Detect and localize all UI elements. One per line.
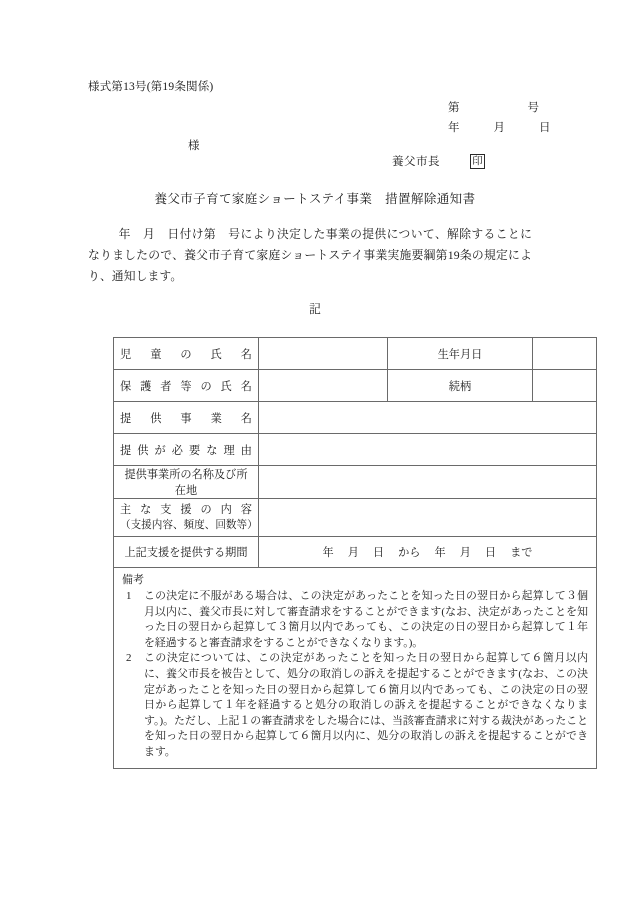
label-text: 上記支援を提供する期間 (124, 547, 248, 559)
label-char: 供 (150, 412, 162, 425)
table-row (114, 370, 597, 402)
row-label-support-period (114, 537, 259, 568)
label-char: 提 (120, 444, 132, 457)
label-char: 等 (180, 380, 192, 393)
period-from-day: 日 (372, 547, 385, 559)
label-char: 主 (120, 503, 132, 516)
seal-stamp-icon: 印 (470, 154, 485, 169)
label-char: 名 (240, 412, 252, 425)
remark-text: この決定に不服がある場合は、この決定があったことを知った日の翌日から起算して３個月以内に、養父市長に対して審査請求をすることができます(なお、決定があったことを知った日の翌日から起算して３箇月以内であっても、この決定の日の翌日から起算して１年を経過すると審査請求をすることができなくなります。)。 (144, 590, 588, 649)
label-char: 護 (140, 380, 152, 393)
period-to-label: まで (510, 547, 533, 559)
label-char: 児 (120, 348, 132, 361)
remarks-section (114, 568, 597, 769)
field-guardian-name[interactable] (259, 370, 388, 402)
label-char: 供 (137, 444, 149, 457)
label-char: 要 (189, 444, 201, 457)
row-label-support-content (114, 499, 259, 537)
label-char: な (140, 503, 152, 516)
label-char: 容 (240, 503, 252, 516)
remark-text: この決定については、この決定があったことを知った日の翌日から起算して６箇月以内に、養父市長を被告として、処分の取消しの訴えを提起することができます(なお、この決定があったことを知った日の翌日から起算して６箇月以内であっても、この決定の日の翌日から起算して１年を経過すると処分の取消しの訴えを提起することができなくなります。)。ただし、上記１の審査請求をした場合には、当該審査請求に対する裁決があったことを知った日の翌日から起算して６箇月以内に、処分の取消しの訴えを提起することができます。 (144, 652, 588, 758)
remarks-title: 備考 (122, 574, 144, 586)
period-from-label: から (398, 547, 421, 559)
label-char: の (180, 348, 192, 361)
issuer-line (392, 153, 485, 169)
notification-details-table (113, 337, 597, 769)
table-row (114, 434, 597, 466)
label-char: 者 (160, 380, 172, 393)
issuer-name: 養父市長 (392, 156, 440, 168)
label-char: 童 (150, 348, 162, 361)
label-char: 業 (210, 412, 222, 425)
label-char: の (200, 380, 212, 393)
label-char: 氏 (210, 348, 222, 361)
row-label-child-name (114, 338, 259, 370)
ki-mark: 記 (309, 302, 321, 316)
label-char: 由 (240, 444, 252, 457)
field-facility-name-address[interactable] (259, 466, 597, 499)
field-service-name[interactable] (259, 402, 597, 434)
table-row (114, 466, 597, 499)
label-char: 理 (223, 444, 235, 457)
row-label-relationship: 続柄 (388, 370, 533, 402)
table-row (114, 338, 597, 370)
field-relationship[interactable] (533, 370, 597, 402)
label-char: 援 (180, 503, 192, 516)
label-char: が (154, 444, 166, 457)
label-char: 氏 (220, 380, 232, 393)
row-label-reason (114, 434, 259, 466)
period-to-day: 日 (484, 547, 497, 559)
document-number-prefix: 第 (448, 102, 460, 114)
document-date-line (448, 119, 551, 135)
row-label-birthdate: 生年月日 (388, 338, 533, 370)
row-label-facility-name-address (114, 466, 259, 499)
remark-number: 2 (126, 652, 132, 665)
row-label-guardian-name (114, 370, 259, 402)
label-char: の (200, 503, 212, 516)
field-child-name[interactable] (259, 338, 388, 370)
label-char: 内 (220, 503, 232, 516)
table-row (114, 537, 597, 568)
label-text: 提供事業所の名称及び所在地 (124, 469, 248, 497)
label-char: な (206, 444, 218, 457)
label-char: 保 (120, 380, 132, 393)
table-row-remarks (114, 568, 597, 769)
period-from-month: 月 (347, 547, 359, 559)
date-month-label: 月 (493, 122, 505, 134)
field-birthdate[interactable] (533, 338, 597, 370)
period-from-year: 年 (322, 547, 334, 559)
row-sublabel-support-content: （支援内容、頻度、回数等） (120, 519, 258, 531)
label-char: 必 (171, 444, 183, 457)
period-to-year: 年 (434, 547, 446, 559)
date-day-label: 日 (539, 122, 551, 134)
remark-number: 1 (126, 590, 132, 602)
date-year-label: 年 (448, 122, 460, 134)
document-number-suffix: 号 (527, 102, 539, 114)
field-reason[interactable] (259, 434, 597, 466)
list-item (122, 589, 588, 651)
list-item (122, 651, 588, 760)
body-paragraph: 年 月 日付け第 号により決定した事業の提供について、解除することになりましたので、養父市子育て家庭ショートステイ事業実施要綱第19条の規定により、通知します。 (88, 227, 532, 283)
addressee-honorific: 様 (188, 140, 200, 152)
page-title: 養父市子育て家庭ショートステイ事業 措置解除通知書 (154, 192, 476, 206)
document-number-line (448, 99, 539, 115)
label-char: 提 (120, 412, 132, 425)
period-to-month: 月 (459, 547, 471, 559)
label-char: 名 (240, 380, 252, 393)
label-char: 名 (240, 348, 252, 361)
row-label-service-name (114, 402, 259, 434)
table-row (114, 499, 597, 537)
form-number: 様式第13号(第19条関係) (88, 81, 214, 93)
field-support-content[interactable] (259, 499, 597, 537)
label-char: 事 (180, 412, 192, 425)
field-support-period[interactable] (259, 537, 597, 568)
table-row (114, 402, 597, 434)
label-char: 支 (160, 503, 172, 516)
